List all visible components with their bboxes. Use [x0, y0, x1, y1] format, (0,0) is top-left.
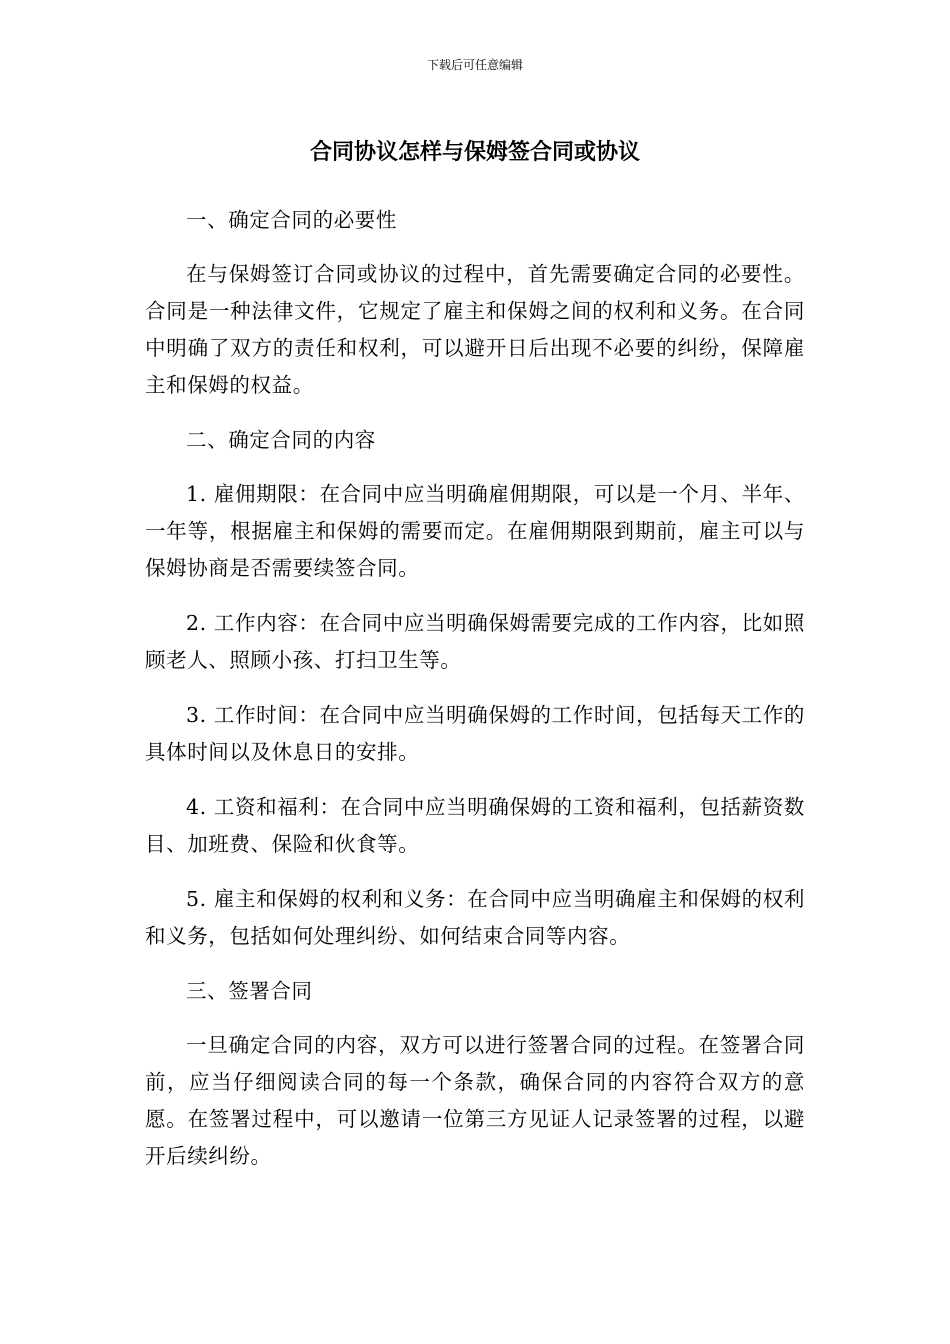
paragraph-salary-benefits: 4. 工资和福利：在合同中应当明确保姆的工资和福利，包括薪资数目、加班费、保险和伙食等。: [145, 795, 805, 856]
section-heading-content: 二、确定合同的内容: [186, 428, 376, 452]
paragraph-work-content: 2. 工作内容：在合同中应当明确保姆需要完成的工作内容，比如照顾老人、照顾小孩、打扫卫生等。: [145, 611, 805, 672]
paragraph-work-hours: 3. 工作时间：在合同中应当明确保姆的工作时间，包括每天工作的具体时间以及休息日的安排。: [145, 703, 805, 764]
section-heading-necessity: 一、确定合同的必要性: [186, 208, 397, 232]
paragraph-employment-term: 1. 雇佣期限：在合同中应当明确雇佣期限，可以是一个月、半年、一年等，根据雇主和保姆的需要而定。在雇佣期限到期前，雇主可以与保姆协商是否需要续签合同。: [145, 482, 805, 580]
paragraph-signing: 一旦确定合同的内容，双方可以进行签署合同的过程。在签署合同前，应当仔细阅读合同的每一个条款，确保合同的内容符合双方的意愿。在签署过程中，可以邀请一位第三方见证人记录签署的过程，以避开后续纠纷。: [145, 1033, 805, 1168]
paragraph-necessity: 在与保姆签订合同或协议的过程中，首先需要确定合同的必要性。合同是一种法律文件，它规定了雇主和保姆之间的权利和义务。在合同中明确了双方的责任和权利，可以避开日后出现不必要的纠纷，保障雇主和保姆的权益。: [145, 262, 805, 397]
document-title: 合同协议怎样与保姆签合同或协议: [309, 140, 640, 165]
section-heading-signing: 三、签署合同: [186, 979, 313, 1003]
paragraph-rights-obligations: 5. 雇主和保姆的权利和义务：在合同中应当明确雇主和保姆的权利和义务，包括如何处理纠纷、如何结束合同等内容。: [145, 887, 805, 948]
header-note: 下载后可任意编辑: [426, 58, 523, 72]
document-body: [145, 202, 805, 1193]
